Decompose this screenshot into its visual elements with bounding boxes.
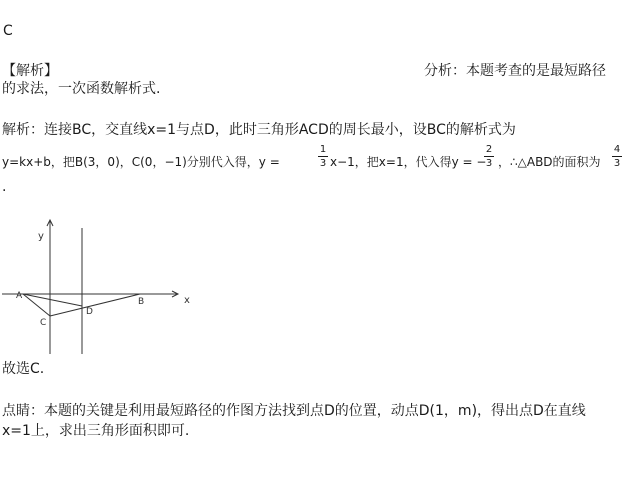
- point-C-label: C: [40, 318, 47, 328]
- point-B-label: B: [138, 297, 145, 307]
- fraction-denominator: 3: [613, 158, 621, 169]
- comment-line-1: 点睛：本题的关键是利用最短路径的作图方法找到点D的位置，动点D(1，m)，得出点D在直线: [2, 403, 586, 419]
- fraction-denominator: 3: [485, 158, 493, 169]
- answer-letter: C: [3, 23, 13, 39]
- fraction-two-thirds: [484, 144, 494, 169]
- fraction-numerator: 4: [613, 144, 621, 155]
- solution-period: .: [2, 179, 7, 195]
- fraction-numerator: 2: [485, 144, 493, 155]
- segment-AD: [23, 294, 82, 306]
- solution-line-2a: y=kx+b，把B(3，0)，C(0，−1)分别代入得，y =: [2, 155, 280, 169]
- segment-CB: [50, 294, 140, 316]
- conclusion: 故选C.: [2, 361, 45, 377]
- point-A-label: A: [16, 291, 23, 301]
- comment-line-2: x=1上，求出三角形面积即可.: [2, 423, 190, 439]
- solution-line-1: 解析：连接BC，交直线x=1与点D，此时三角形ACD的周长最小，设BC的解析式为: [2, 122, 516, 138]
- x-axis-label: x: [184, 295, 190, 306]
- analysis-text: 分析：本题考查的是最短路径: [424, 63, 606, 79]
- coordinate-figure: [0, 218, 200, 358]
- fraction-four-thirds: [612, 144, 622, 169]
- analysis-text-cont: 的求法，一次函数解析式.: [2, 81, 161, 97]
- fraction-one-third: [318, 144, 328, 169]
- y-axis-label: y: [38, 231, 44, 242]
- analysis-tag: 【解析】: [2, 63, 58, 79]
- fraction-denominator: 3: [319, 158, 327, 169]
- segment-AC: [23, 294, 50, 316]
- solution-line-2b: x−1，把x=1，代入得y = −: [330, 155, 487, 169]
- solution-line-2c: ，∴△ABD的面积为: [498, 155, 601, 169]
- point-D-label: D: [86, 307, 93, 317]
- fraction-numerator: 1: [319, 144, 327, 155]
